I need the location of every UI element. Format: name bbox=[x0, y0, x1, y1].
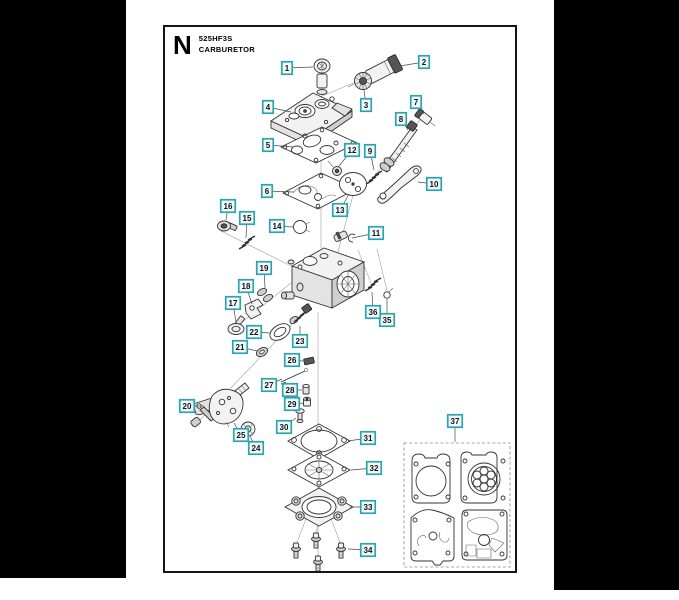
svg-text:24: 24 bbox=[251, 444, 261, 453]
part-valve-pin-28 bbox=[303, 384, 309, 394]
part-callout-13 bbox=[333, 204, 348, 217]
part-callout-10 bbox=[427, 178, 442, 191]
part-callout-16 bbox=[221, 200, 236, 213]
part-callout-19 bbox=[257, 262, 272, 275]
part-link-rod-27 bbox=[281, 368, 308, 384]
part-needle-screw-8 bbox=[378, 120, 417, 173]
part-callout-9 bbox=[365, 145, 376, 158]
part-callout-32 bbox=[367, 462, 382, 475]
part-callout-30 bbox=[277, 421, 292, 434]
part-callout-24 bbox=[249, 442, 264, 455]
part-bracket-18 bbox=[245, 299, 263, 319]
part-callout-15 bbox=[240, 212, 255, 225]
part-callout-25 bbox=[234, 429, 249, 442]
part-callout-23 bbox=[293, 335, 308, 348]
svg-text:8: 8 bbox=[398, 115, 404, 124]
svg-text:36: 36 bbox=[368, 308, 378, 317]
part-cover-screws-34 bbox=[292, 533, 346, 571]
part-clip-35 bbox=[384, 288, 393, 298]
svg-text:31: 31 bbox=[363, 434, 373, 443]
svg-text:10: 10 bbox=[429, 180, 439, 189]
svg-text:9: 9 bbox=[367, 147, 373, 156]
svg-text:12: 12 bbox=[347, 146, 357, 155]
part-callout-6 bbox=[262, 185, 273, 198]
svg-text:35: 35 bbox=[382, 316, 392, 325]
svg-text:6: 6 bbox=[264, 187, 270, 196]
part-small-screw-26 bbox=[303, 357, 314, 365]
part-callout-4 bbox=[263, 101, 274, 114]
page-title: CARBURETOR bbox=[198, 44, 255, 54]
part-washer-21 bbox=[255, 346, 269, 359]
svg-text:2: 2 bbox=[421, 58, 427, 67]
part-metering-diaphragm-32 bbox=[288, 453, 350, 487]
part-cover-33 bbox=[285, 488, 353, 526]
svg-text:21: 21 bbox=[235, 343, 245, 352]
svg-text:22: 22 bbox=[249, 328, 259, 337]
part-callout-26 bbox=[285, 354, 300, 367]
part-callout-1 bbox=[282, 62, 293, 75]
svg-text:14: 14 bbox=[272, 222, 282, 231]
svg-text:20: 20 bbox=[182, 402, 192, 411]
part-ball-12 bbox=[328, 161, 342, 176]
svg-text:11: 11 bbox=[371, 229, 381, 238]
part-idle-screw-23 bbox=[289, 303, 312, 325]
svg-text:19: 19 bbox=[259, 264, 269, 273]
part-callout-27 bbox=[262, 379, 277, 392]
part-oval-ring-22 bbox=[267, 320, 293, 344]
svg-text:17: 17 bbox=[228, 299, 238, 308]
svg-text:16: 16 bbox=[223, 202, 233, 211]
svg-text:33: 33 bbox=[363, 503, 373, 512]
part-callout-34 bbox=[361, 544, 376, 557]
svg-text:29: 29 bbox=[287, 400, 297, 409]
part-lever-10 bbox=[378, 166, 421, 203]
part-spring-9 bbox=[366, 171, 382, 184]
svg-text:15: 15 bbox=[242, 214, 252, 223]
svg-text:25: 25 bbox=[236, 431, 246, 440]
part-plug-16 bbox=[218, 221, 238, 231]
svg-text:1: 1 bbox=[284, 64, 290, 73]
part-callout-36 bbox=[366, 306, 381, 319]
part-callout-12 bbox=[345, 144, 360, 157]
svg-text:4: 4 bbox=[265, 103, 271, 112]
part-callout-20 bbox=[180, 400, 195, 413]
svg-text:18: 18 bbox=[241, 282, 251, 291]
part-needle-tip-7 bbox=[414, 108, 438, 129]
part-callout-3 bbox=[361, 99, 372, 112]
part-diaphragm-disc-13 bbox=[340, 173, 367, 196]
part-plug-screw-17 bbox=[228, 316, 245, 335]
svg-text:7: 7 bbox=[413, 98, 419, 107]
section-letter: N bbox=[173, 30, 192, 60]
part-callout-2 bbox=[419, 56, 430, 69]
part-callout-22 bbox=[247, 326, 262, 339]
part-callout-7 bbox=[411, 96, 422, 109]
svg-text:28: 28 bbox=[285, 386, 295, 395]
svg-text:32: 32 bbox=[369, 464, 379, 473]
part-callout-14 bbox=[270, 220, 285, 233]
part-needle-valve-11 bbox=[333, 230, 355, 242]
part-callout-11 bbox=[369, 227, 384, 240]
model-code: 525HF3S bbox=[198, 34, 233, 43]
part-callout-18 bbox=[239, 280, 254, 293]
part-bushing-29 bbox=[304, 397, 311, 406]
svg-text:30: 30 bbox=[279, 423, 289, 432]
part-spring-36 bbox=[365, 278, 381, 291]
part-callout-33 bbox=[361, 501, 376, 514]
part-ring-14 bbox=[294, 221, 311, 234]
part-knurled-wheel-3 bbox=[348, 73, 372, 90]
part-gasket-kit-37 bbox=[404, 443, 510, 567]
part-callout-29 bbox=[285, 398, 300, 411]
part-callout-8 bbox=[396, 113, 407, 126]
part-callout-35 bbox=[380, 314, 395, 327]
part-screw-1 bbox=[314, 59, 330, 95]
svg-text:3: 3 bbox=[363, 101, 369, 110]
svg-text:26: 26 bbox=[287, 356, 297, 365]
svg-text:37: 37 bbox=[450, 417, 460, 426]
part-callout-28 bbox=[283, 384, 298, 397]
part-callout-17 bbox=[226, 297, 241, 310]
part-callout-37 bbox=[448, 415, 463, 428]
part-callout-5 bbox=[263, 139, 274, 152]
svg-text:13: 13 bbox=[335, 206, 345, 215]
part-throttle-plate-25 bbox=[209, 389, 243, 427]
svg-text:34: 34 bbox=[363, 546, 373, 555]
carburetor-body bbox=[281, 248, 364, 308]
svg-text:5: 5 bbox=[265, 141, 271, 150]
svg-text:27: 27 bbox=[264, 381, 274, 390]
part-callout-21 bbox=[233, 341, 248, 354]
part-callout-31 bbox=[361, 432, 376, 445]
svg-text:23: 23 bbox=[295, 337, 305, 346]
